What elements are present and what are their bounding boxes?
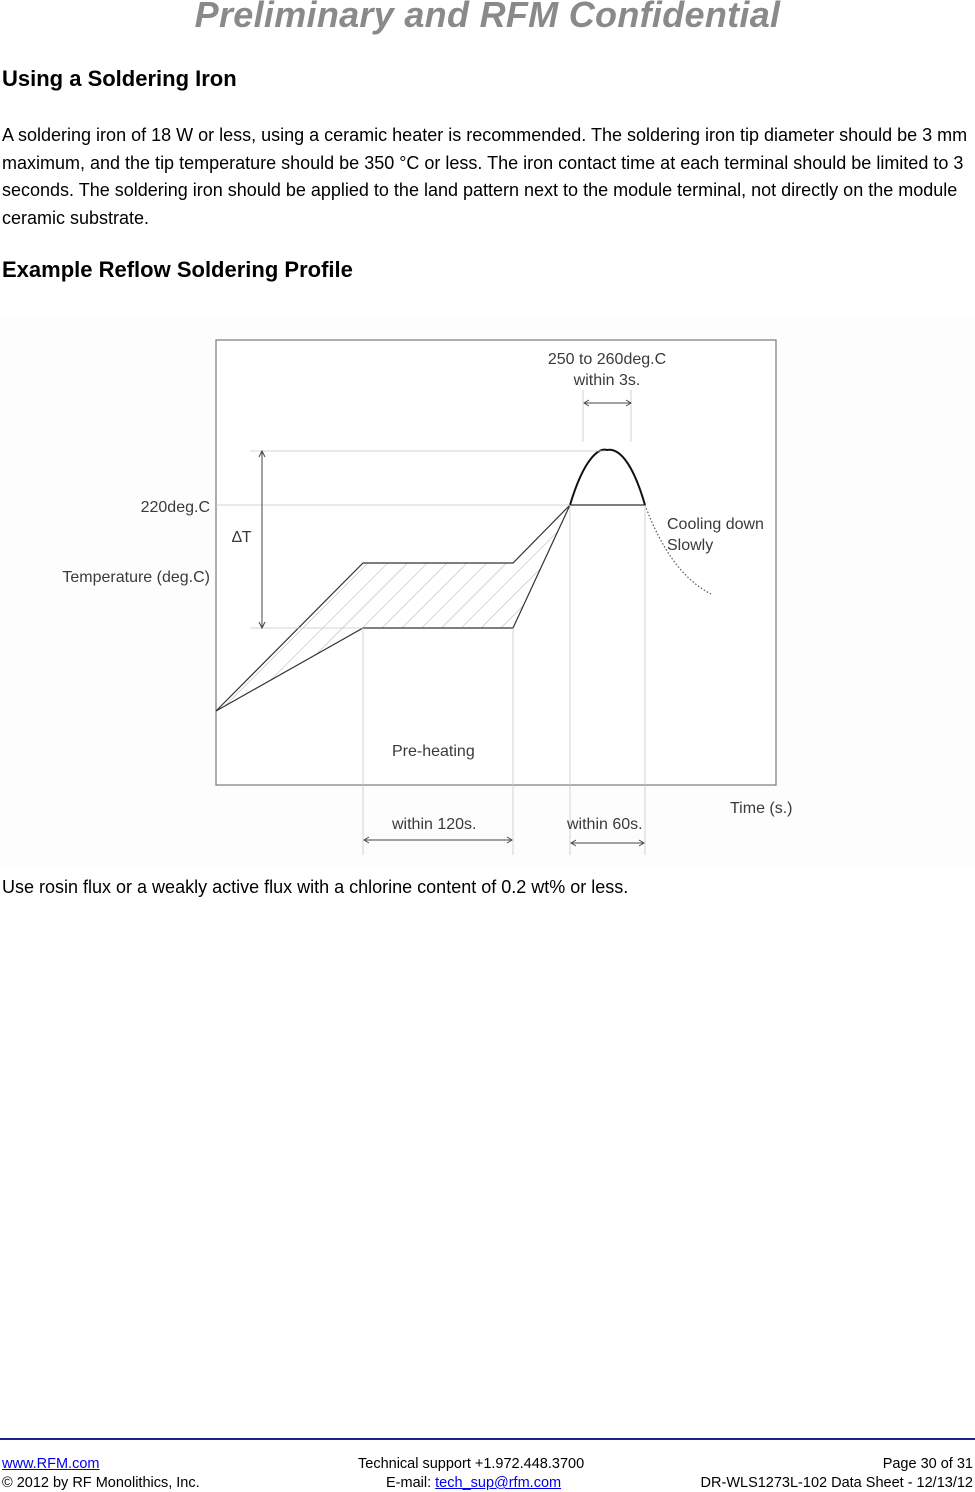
x-axis-label: Time (s.)	[730, 800, 793, 817]
preheat-label: Pre-heating	[392, 743, 475, 760]
reflow-profile-figure	[0, 318, 975, 868]
email-line	[386, 1474, 561, 1492]
soldering-iron-heading: Using a Soldering Iron	[2, 66, 237, 91]
support-phone: Technical support +1.972.448.3700	[358, 1456, 585, 1472]
copyright: © 2012 by RF Monolithics, Inc.	[2, 1475, 200, 1491]
email-link[interactable]: tech_sup@rfm.com	[435, 1475, 562, 1491]
reflow-time-label: within 60s.	[567, 816, 643, 833]
y-axis-label: Temperature (deg.C)	[62, 569, 210, 586]
soldering-iron-paragraph: A soldering iron of 18 W or less, using a ceramic heater is recommended. The soldering iron tip diameter should be 3 mm maximum, and the tip temperature should be 350 °C or less. The iron contact time at each terminal should be limited to 3 seconds. The soldering iron should be applied to the land pattern next to the module terminal, not directly on the module ceramic substrate.	[2, 125, 968, 228]
footer-rule	[0, 1438, 975, 1440]
confidential-watermark: Preliminary and RFM Confidential	[194, 0, 781, 35]
website-link[interactable]: www.RFM.com	[2, 1456, 100, 1472]
reflow-profile-diagram	[0, 318, 975, 868]
peak-duration-label: within 3s.	[573, 372, 641, 389]
cooling-label-line2: Slowly	[667, 537, 714, 554]
peak-temp-label: 250 to 260deg.C	[547, 351, 667, 368]
flux-note: Use rosin flux or a weakly active flux with a chlorine content of 0.2 wt% or less.	[2, 877, 629, 897]
cooling-label-line1: Cooling down	[667, 516, 764, 533]
reflow-profile-heading: Example Reflow Soldering Profile	[2, 257, 353, 282]
temp-220-label: 220deg.C	[140, 499, 210, 516]
delta-t-label: ∆T	[232, 529, 252, 546]
email-prefix: E-mail:	[386, 1475, 436, 1491]
doc-id: DR-WLS1273L-102 Data Sheet - 12/13/12	[700, 1475, 973, 1491]
preheat-time-label: within 120s.	[392, 816, 477, 833]
page-number: Page 30 of 31	[882, 1456, 973, 1472]
